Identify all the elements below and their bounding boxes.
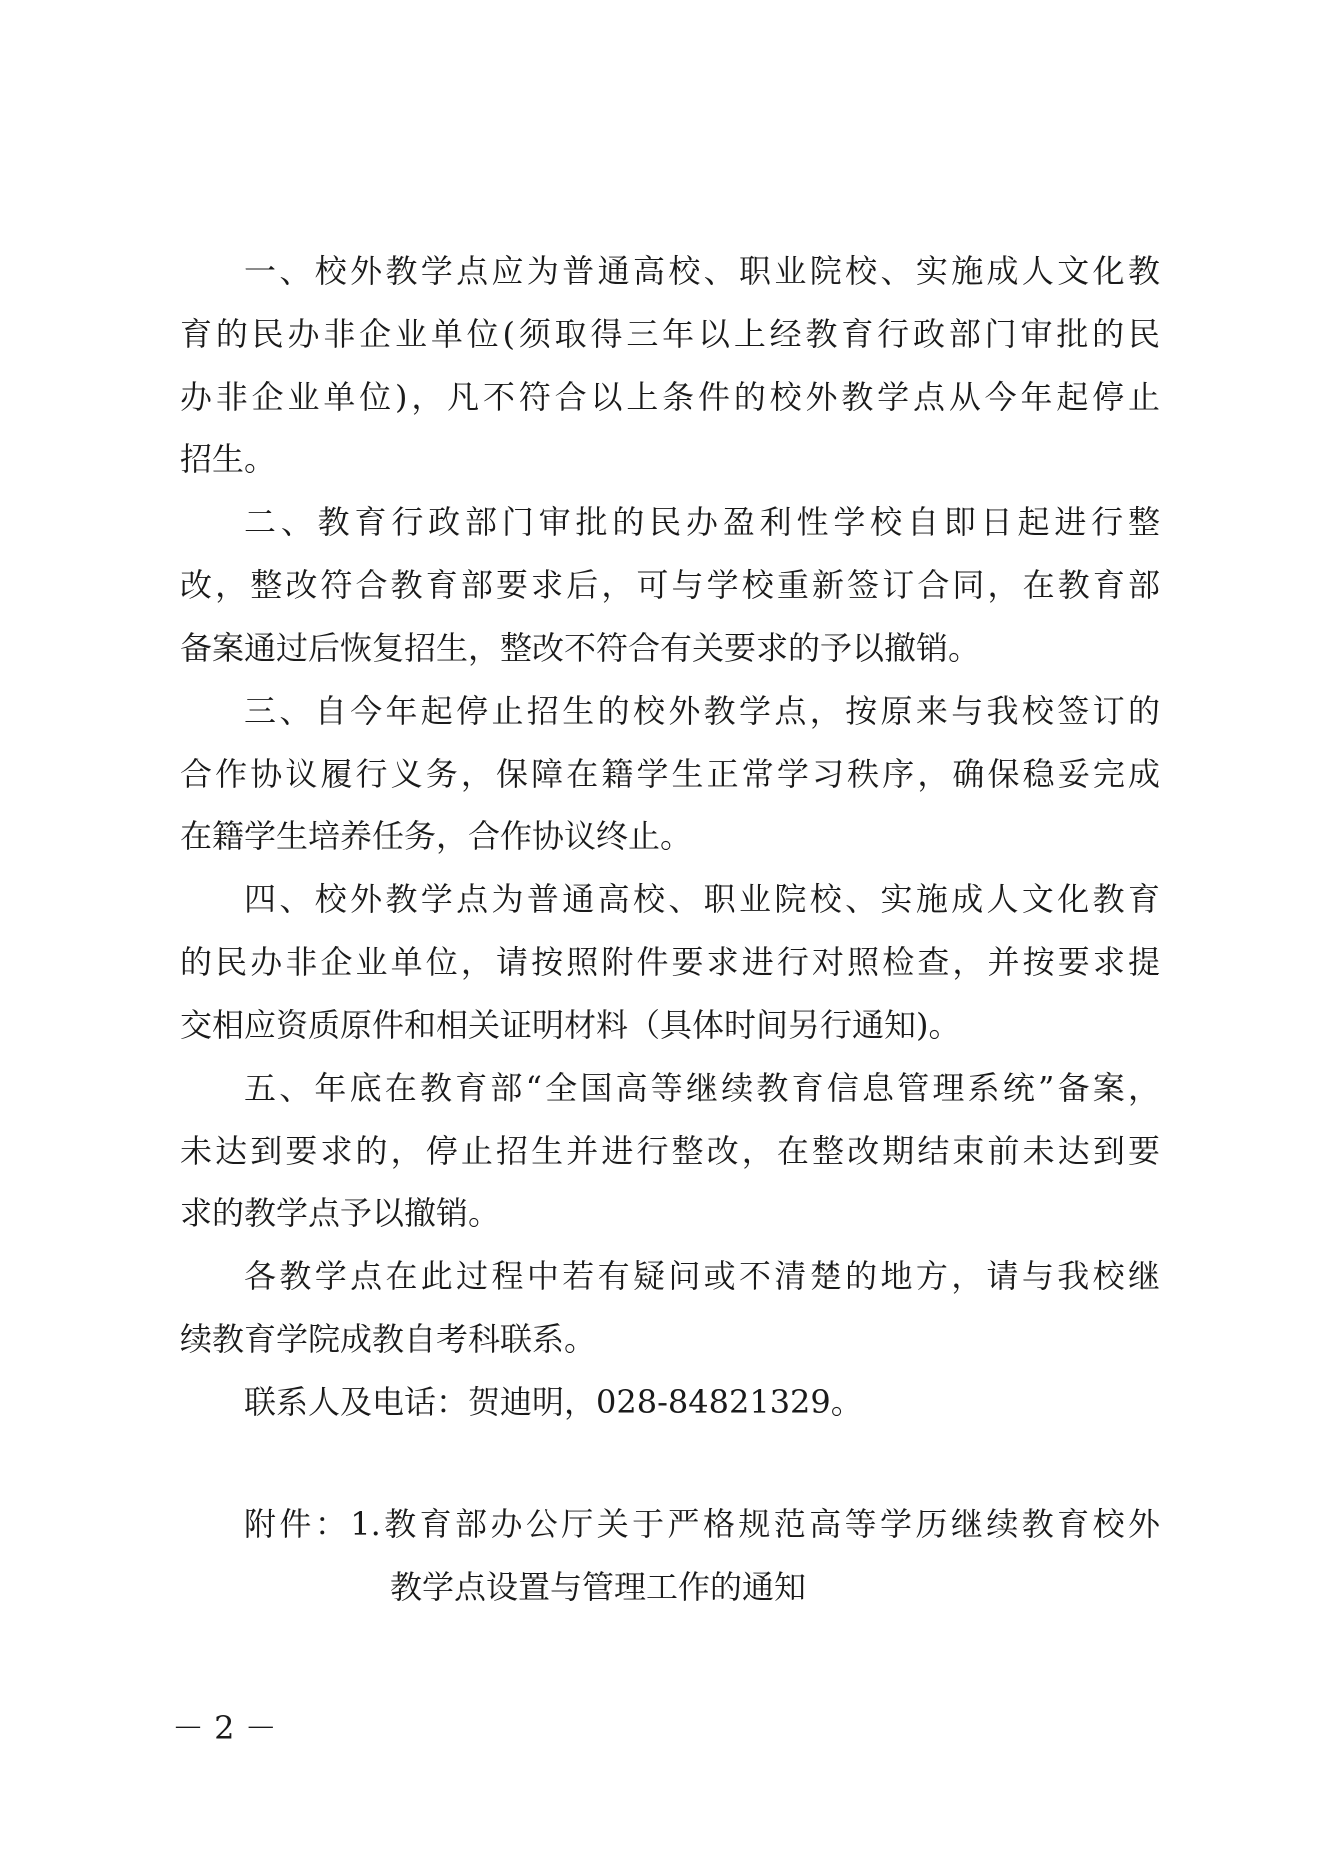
paragraph-2-line-2: 改，整改符合教育部要求后，可与学校重新签订合同，在教育部 (180, 566, 1160, 604)
paragraph-1-line-1: 一、校外教学点应为普通高校、职业院校、实施成人文化教 (244, 252, 1160, 290)
paragraph-4-line-3: 交相应资质原件和相关证明材料（具体时间另行通知)。 (180, 1006, 961, 1044)
page-number: － 2 － (172, 1709, 277, 1747)
paragraph-3-line-2: 合作协议履行义务，保障在籍学生正常学习秩序，确保稳妥完成 (180, 755, 1160, 793)
paragraph-4-line-2: 的民办非企业单位，请按照附件要求进行对照检查，并按要求提 (180, 943, 1160, 981)
paragraph-6-line-2: 续教育学院成教自考科联系。 (180, 1320, 597, 1358)
paragraph-1-line-3: 办非企业单位)，凡不符合以上条件的校外教学点从今年起停止 (180, 378, 1160, 416)
paragraph-1-line-4: 招生。 (180, 440, 277, 478)
paragraph-6-line-1: 各教学点在此过程中若有疑问或不清楚的地方，请与我校继 (244, 1257, 1160, 1295)
paragraph-5-line-1: 五、年底在教育部“全国高等继续教育信息管理系统”备案， (244, 1069, 1160, 1107)
contact-line: 联系人及电话：贺迪明，028-84821329。 (244, 1383, 863, 1421)
paragraph-1-line-2: 育的民办非企业单位(须取得三年以上经教育行政部门审批的民 (180, 315, 1160, 353)
paragraph-4-line-1: 四、校外教学点为普通高校、职业院校、实施成人文化教育 (244, 880, 1160, 918)
paragraph-2-line-1: 二、教育行政部门审批的民办盈利性学校自即日起进行整 (244, 503, 1160, 541)
paragraph-2-line-3: 备案通过后恢复招生，整改不符合有关要求的予以撤销。 (180, 629, 981, 667)
paragraph-5-line-2: 未达到要求的，停止招生并进行整改，在整改期结束前未达到要 (180, 1132, 1160, 1170)
paragraph-5-line-3: 求的教学点予以撤销。 (180, 1194, 501, 1232)
paragraph-3-line-3: 在籍学生培养任务，合作协议终止。 (180, 817, 693, 855)
paragraph-3-line-1: 三、自今年起停止招生的校外教学点，按原来与我校签订的 (244, 692, 1160, 730)
attachment-line-2: 教学点设置与管理工作的通知 (390, 1568, 807, 1606)
attachment-line-1: 附件：1.教育部办公厅关于严格规范高等学历继续教育校外 (244, 1505, 1160, 1543)
